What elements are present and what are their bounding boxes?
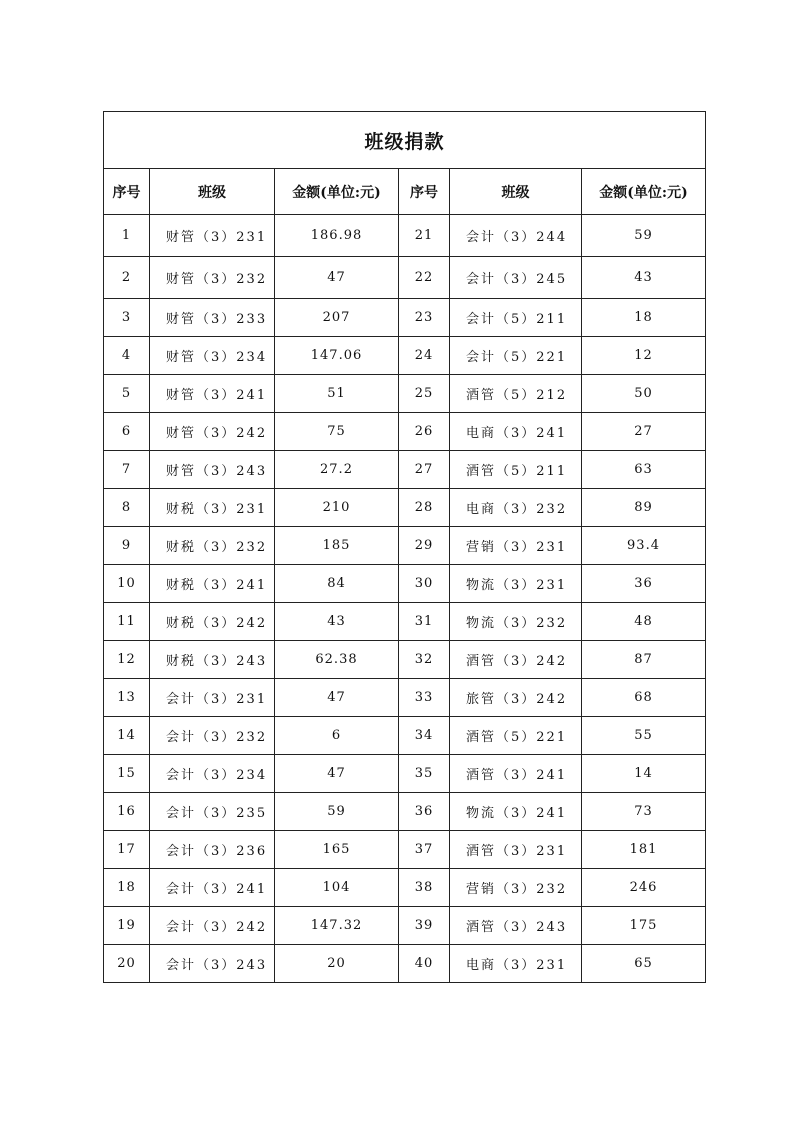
cell-class: 酒管（3）242 — [450, 641, 582, 679]
cell-amount: 47 — [275, 755, 399, 793]
cell-amount: 147.06 — [275, 337, 399, 375]
table-row — [104, 831, 706, 869]
cell-index: 17 — [104, 831, 150, 869]
cell-class: 物流（3）231 — [450, 565, 582, 603]
cell-amount: 50 — [582, 375, 706, 413]
cell-index: 25 — [399, 375, 450, 413]
header-index-right: 序号 — [399, 169, 450, 215]
cell-amount: 62.38 — [275, 641, 399, 679]
cell-amount: 185 — [275, 527, 399, 565]
cell-class: 旅管（3）242 — [450, 679, 582, 717]
cell-amount: 20 — [275, 945, 399, 983]
cell-class: 财税（3）231 — [150, 489, 275, 527]
header-index-left: 序号 — [104, 169, 150, 215]
cell-amount: 6 — [275, 717, 399, 755]
cell-class: 会计（3）245 — [450, 257, 582, 299]
cell-class: 电商（3）231 — [450, 945, 582, 983]
table-title: 班级捐款 — [104, 112, 706, 169]
cell-class: 酒管（3）243 — [450, 907, 582, 945]
cell-index: 1 — [104, 215, 150, 257]
cell-amount: 65 — [582, 945, 706, 983]
table-row — [104, 413, 706, 451]
cell-amount: 48 — [582, 603, 706, 641]
table-row — [104, 945, 706, 983]
cell-class: 会计（3）244 — [450, 215, 582, 257]
cell-amount: 175 — [582, 907, 706, 945]
cell-index: 14 — [104, 717, 150, 755]
cell-class: 会计（3）234 — [150, 755, 275, 793]
cell-class: 酒管（3）241 — [450, 755, 582, 793]
cell-amount: 59 — [275, 793, 399, 831]
table-row — [104, 451, 706, 489]
cell-index: 33 — [399, 679, 450, 717]
cell-index: 10 — [104, 565, 150, 603]
cell-index: 4 — [104, 337, 150, 375]
header-amount-right: 金额(单位:元) — [582, 169, 706, 215]
cell-amount: 12 — [582, 337, 706, 375]
cell-amount: 73 — [582, 793, 706, 831]
cell-class: 财管（3）243 — [150, 451, 275, 489]
cell-index: 21 — [399, 215, 450, 257]
cell-amount: 63 — [582, 451, 706, 489]
cell-class: 会计（3）231 — [150, 679, 275, 717]
cell-index: 18 — [104, 869, 150, 907]
cell-class: 营销（3）232 — [450, 869, 582, 907]
cell-class: 电商（3）241 — [450, 413, 582, 451]
cell-index: 15 — [104, 755, 150, 793]
cell-index: 30 — [399, 565, 450, 603]
cell-index: 23 — [399, 299, 450, 337]
cell-class: 财税（3）241 — [150, 565, 275, 603]
cell-class: 物流（3）241 — [450, 793, 582, 831]
cell-amount: 43 — [582, 257, 706, 299]
cell-amount: 36 — [582, 565, 706, 603]
cell-index: 5 — [104, 375, 150, 413]
header-class-left: 班级 — [150, 169, 275, 215]
cell-class: 物流（3）232 — [450, 603, 582, 641]
cell-index: 37 — [399, 831, 450, 869]
cell-class: 电商（3）232 — [450, 489, 582, 527]
cell-amount: 18 — [582, 299, 706, 337]
cell-amount: 59 — [582, 215, 706, 257]
cell-index: 12 — [104, 641, 150, 679]
table-row — [104, 641, 706, 679]
cell-amount: 93.4 — [582, 527, 706, 565]
cell-index: 34 — [399, 717, 450, 755]
cell-index: 13 — [104, 679, 150, 717]
cell-class: 酒管（3）231 — [450, 831, 582, 869]
cell-class: 财税（3）243 — [150, 641, 275, 679]
cell-class: 会计（3）232 — [150, 717, 275, 755]
cell-index: 2 — [104, 257, 150, 299]
table-row — [104, 257, 706, 299]
cell-index: 36 — [399, 793, 450, 831]
table-row — [104, 375, 706, 413]
table-row — [104, 565, 706, 603]
cell-index: 8 — [104, 489, 150, 527]
cell-class: 会计（5）221 — [450, 337, 582, 375]
cell-class: 酒管（5）221 — [450, 717, 582, 755]
cell-class: 财税（3）242 — [150, 603, 275, 641]
cell-class: 会计（3）242 — [150, 907, 275, 945]
cell-amount: 27.2 — [275, 451, 399, 489]
cell-index: 3 — [104, 299, 150, 337]
cell-amount: 246 — [582, 869, 706, 907]
cell-index: 40 — [399, 945, 450, 983]
table-row — [104, 215, 706, 257]
cell-index: 32 — [399, 641, 450, 679]
cell-index: 7 — [104, 451, 150, 489]
cell-amount: 186.98 — [275, 215, 399, 257]
cell-class: 酒管（5）211 — [450, 451, 582, 489]
table-row — [104, 717, 706, 755]
cell-amount: 104 — [275, 869, 399, 907]
cell-index: 29 — [399, 527, 450, 565]
cell-amount: 87 — [582, 641, 706, 679]
header-amount-left: 金额(单位:元) — [275, 169, 399, 215]
cell-class: 财管（3）234 — [150, 337, 275, 375]
table-row — [104, 603, 706, 641]
cell-amount: 47 — [275, 679, 399, 717]
cell-amount: 89 — [582, 489, 706, 527]
cell-class: 财管（3）232 — [150, 257, 275, 299]
cell-amount: 27 — [582, 413, 706, 451]
table-row — [104, 337, 706, 375]
cell-amount: 207 — [275, 299, 399, 337]
cell-index: 20 — [104, 945, 150, 983]
table-row — [104, 489, 706, 527]
cell-index: 39 — [399, 907, 450, 945]
cell-class: 财税（3）232 — [150, 527, 275, 565]
table-row — [104, 869, 706, 907]
cell-amount: 14 — [582, 755, 706, 793]
cell-index: 28 — [399, 489, 450, 527]
cell-index: 11 — [104, 603, 150, 641]
table-row — [104, 793, 706, 831]
cell-amount: 84 — [275, 565, 399, 603]
cell-index: 38 — [399, 869, 450, 907]
table-row — [104, 679, 706, 717]
cell-class: 财管（3）242 — [150, 413, 275, 451]
cell-index: 9 — [104, 527, 150, 565]
table-row — [104, 299, 706, 337]
cell-class: 酒管（5）212 — [450, 375, 582, 413]
cell-class: 会计（3）241 — [150, 869, 275, 907]
cell-index: 19 — [104, 907, 150, 945]
table-row — [104, 755, 706, 793]
cell-class: 财管（3）233 — [150, 299, 275, 337]
table-body — [104, 215, 706, 983]
cell-amount: 68 — [582, 679, 706, 717]
cell-amount: 75 — [275, 413, 399, 451]
cell-amount: 47 — [275, 257, 399, 299]
cell-index: 22 — [399, 257, 450, 299]
cell-amount: 165 — [275, 831, 399, 869]
cell-class: 营销（3）231 — [450, 527, 582, 565]
cell-amount: 51 — [275, 375, 399, 413]
cell-index: 6 — [104, 413, 150, 451]
cell-amount: 210 — [275, 489, 399, 527]
donation-table — [103, 111, 706, 983]
cell-index: 26 — [399, 413, 450, 451]
cell-class: 会计（5）211 — [450, 299, 582, 337]
cell-index: 16 — [104, 793, 150, 831]
cell-amount: 181 — [582, 831, 706, 869]
cell-class: 会计（3）243 — [150, 945, 275, 983]
cell-index: 27 — [399, 451, 450, 489]
table-row — [104, 527, 706, 565]
table-row — [104, 907, 706, 945]
cell-index: 31 — [399, 603, 450, 641]
cell-class: 会计（3）236 — [150, 831, 275, 869]
cell-amount: 55 — [582, 717, 706, 755]
cell-class: 会计（3）235 — [150, 793, 275, 831]
cell-class: 财管（3）231 — [150, 215, 275, 257]
cell-class: 财管（3）241 — [150, 375, 275, 413]
cell-index: 35 — [399, 755, 450, 793]
header-class-right: 班级 — [450, 169, 582, 215]
cell-index: 24 — [399, 337, 450, 375]
cell-amount: 43 — [275, 603, 399, 641]
cell-amount: 147.32 — [275, 907, 399, 945]
